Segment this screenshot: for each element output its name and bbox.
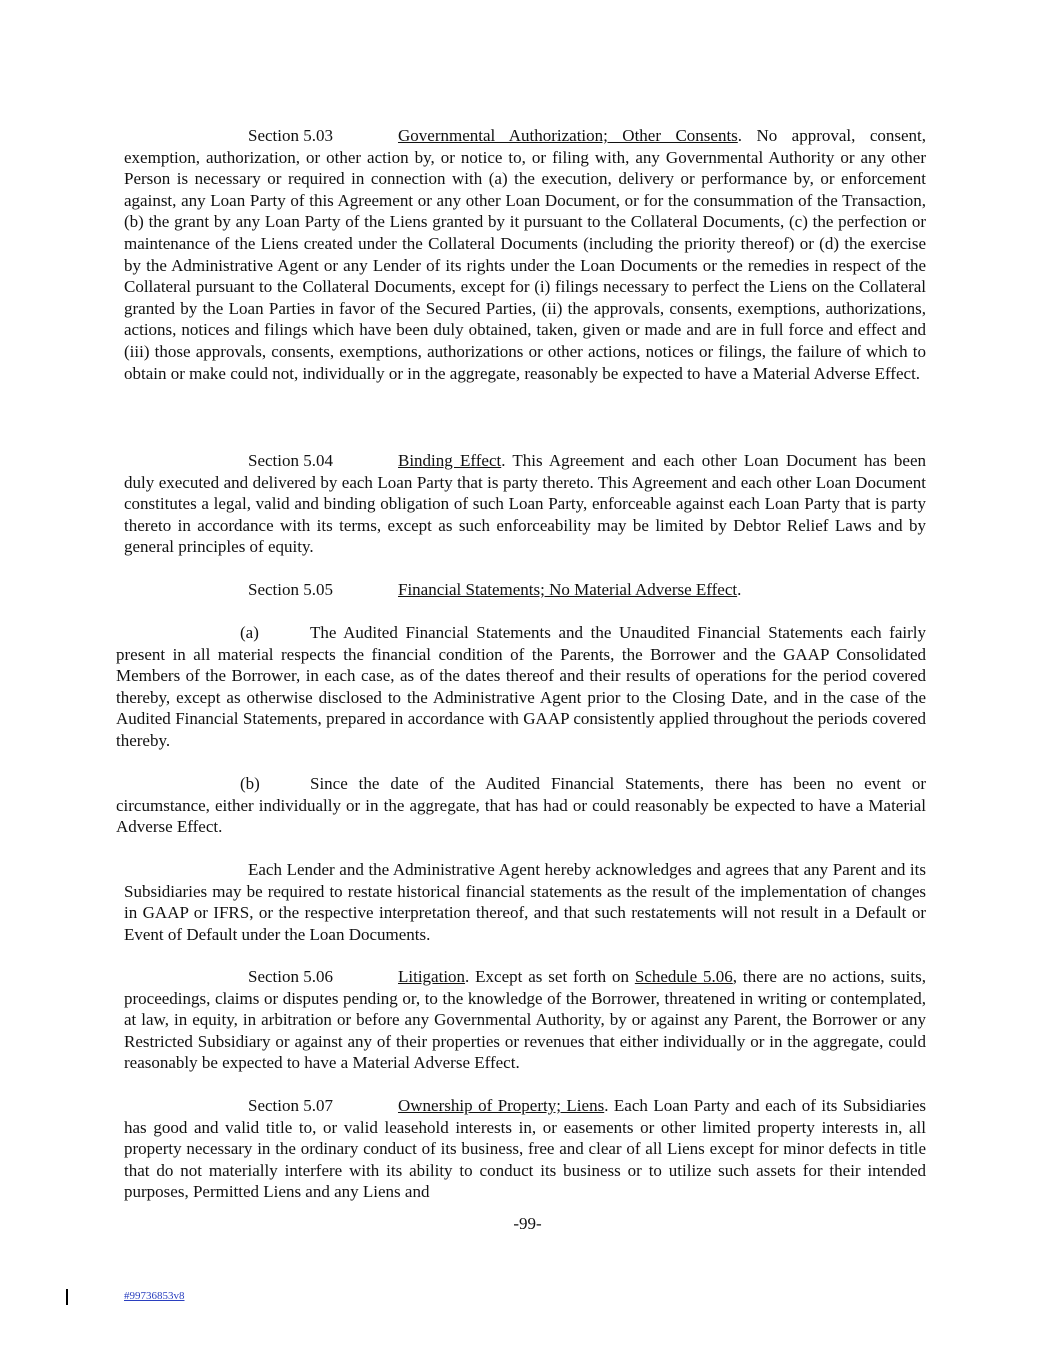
subsection-text: Since the date of the Audited Financial Statements, there has been no event or circumstance, either individually or in the aggregate, that has had or could reasonably be expected to have a Material Adverse Effect. <box>116 774 926 837</box>
section-title-period: . <box>737 580 742 599</box>
section-title: Ownership of Property; Liens <box>398 1096 605 1115</box>
subsection-letter: (b) <box>240 774 260 793</box>
section-5-05-b <box>116 773 926 838</box>
ack-text: Each Lender and the Administrative Agent hereby acknowledges and agrees that any Parent and its Subsidiaries may be required to restate historical financial statements as the result of the implementation of changes in GAAP or IFRS, or the respective interpretation thereof, and that such restatements will not result in a Default or Event of Default under the Loan Documents. <box>124 860 926 944</box>
schedule-reference: Schedule 5.06 <box>634 967 733 986</box>
subsection-text: The Audited Financial Statements and the Unaudited Financial Statements each fairly present in all material respects the financial condition of the Parents, the Borrower and the GAAP Consolidated Members of the Borrower, in each case, as of the dates thereof and their results of operations for the period covered thereby, except as otherwise disclosed to the Administrative Agent prior to the Closing Date, and in the case of the Audited Financial Statements, prepared in accordance with GAAP consistently applied throughout the periods covered thereby. <box>116 623 926 750</box>
section-5-05-heading <box>124 579 926 601</box>
page-number: -99- <box>513 1214 542 1233</box>
section-5-05-acknowledgement <box>124 859 926 945</box>
subsection-letter: (a) <box>240 623 259 642</box>
section-body: . This Agreement and each other Loan Document has been duly executed and delivered by each Loan Party that is party thereto. This Agreement and each other Loan Document constitutes a legal, valid and binding obligation of such Loan Party, enforceable against each Loan Party that is party thereto in accordance with its terms, except as such enforceability may be limited by Debtor Relief Laws and by general principles of equity. <box>124 451 927 557</box>
section-5-07 <box>124 1095 926 1203</box>
section-title: Financial Statements; No Material Adverse Effect <box>398 580 738 599</box>
section-5-06 <box>124 966 926 1074</box>
section-body: . Each Loan Party and each of its Subsidiaries has good and valid title to, or valid leasehold interests in, or easements or other limited property interests in, all property necessary in the ordinary conduct of its business, free and clear of all Liens except for minor defects in title that do not materially interfere with its ability to conduct its business or to utilize such assets for their intended purposes, Permitted Liens and any Liens and <box>124 1096 926 1202</box>
section-5-03 <box>124 125 926 384</box>
section-number: Section 5.04 <box>248 451 333 470</box>
section-5-05-a <box>116 622 926 752</box>
section-5-04 <box>124 450 926 558</box>
section-number: Section 5.03 <box>248 126 333 145</box>
document-id-link[interactable]: #99736853v8 <box>124 1290 185 1302</box>
section-body: . No approval, consent, exemption, authorization, or other action by, or notice to, or filing with, any Governmental Authority or any other Person is necessary or required in connection with (a) the execution, delivery or performance by, or enforcement against, any Loan Party of this Agreement or any other Loan Document, or for the consummation of the Transaction, (b) the grant by any Loan Party of the Liens granted by it pursuant to the Collateral Documents, (c) the perfection or maintenance of the Liens created under the Collateral Documents (including the priority thereof) or (d) the exercise by the Administrative Agent or any Lender of its rights under the Loan Documents or the remedies in respect of the Collateral pursuant to the Collateral Documents, except for (i) filings necessary to perfect the Liens on the Collateral granted by the Loan Parties in favor of the Secured Parties, (ii) the approvals, consents, exemptions, authorizations, actions, notices and filings which have been duly obtained, taken, given or made and are in full force and effect and (iii) those approvals, consents, exemptions, authorizations or other actions, notices or filings, the failure of which to obtain or make could not, individually or in the aggregate, reasonably be expected to have a Material Adverse Effect. <box>124 126 926 383</box>
section-title: Litigation <box>398 967 466 986</box>
section-number: Section 5.06 <box>248 967 333 986</box>
section-title: Binding Effect <box>398 451 502 470</box>
revision-bar <box>66 1289 68 1305</box>
section-body: , there are no actions, suits, proceedings, claims or disputes pending or, to the knowledge of the Borrower, threatened in writing or contemplated, at law, in equity, in arbitration or before any Governmental Authority, by or against any Parent, the Borrower or any Restricted Subsidiary or against any of their properties or revenues that either individually or in the aggregate, could reasonably be expected to have a Material Adverse Effect. <box>124 967 926 1073</box>
section-pre: . Except as set forth on <box>465 967 635 986</box>
section-number: Section 5.07 <box>248 1096 333 1115</box>
section-title: Governmental Authorization; Other Consents <box>398 126 738 145</box>
section-number: Section 5.05 <box>248 580 333 599</box>
